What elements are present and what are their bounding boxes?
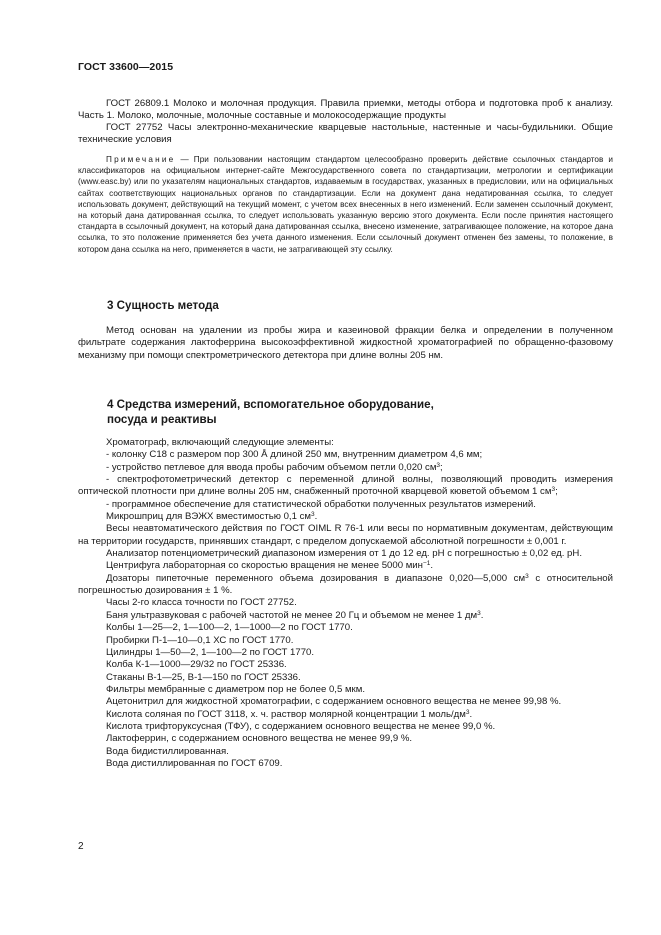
equipment-item <box>78 672 613 684</box>
superscript: 3 <box>477 609 481 617</box>
superscript: 3 <box>436 461 441 469</box>
superscript: 3 <box>525 572 529 580</box>
document-header: ГОСТ 33600—2015 <box>78 61 174 73</box>
superscript: −1 <box>422 560 431 568</box>
section-4-heading-line: посуда и реактивы <box>107 412 217 426</box>
section-4-heading <box>107 398 434 428</box>
equipment-item <box>78 733 613 745</box>
superscript: 3 <box>551 486 556 494</box>
equipment-item <box>78 610 613 622</box>
equipment-item-text: ; <box>555 486 558 498</box>
equipment-item-text: Вода дистиллированная по ГОСТ 6709. <box>106 757 283 769</box>
equipment-item <box>78 647 613 659</box>
superscript: 3 <box>310 511 315 519</box>
equipment-item-text: . <box>480 609 484 621</box>
equipment-item-text: . <box>430 560 434 572</box>
superscript: 3 <box>465 708 470 716</box>
equipment-item <box>78 462 613 474</box>
section-3-body <box>78 325 613 362</box>
equipment-item-text: Цилиндры 1—50—2, 1—100—2 по ГОСТ 1770. <box>106 646 315 658</box>
section-4-heading-line: 4 Средства измерений, вспомогательное оборудование, <box>107 398 434 411</box>
equipment-item-text: Колбы 1—25—2, 1—100—2, 1—1000—2 по ГОСТ 1770. <box>106 622 353 634</box>
equipment-item-text: Вода бидистиллированная. <box>106 745 229 757</box>
normative-references <box>78 98 613 146</box>
equipment-item-text: Дозаторы пипеточные переменного объема дозирования в диапазоне 0,020—5,000 см <box>106 572 526 584</box>
equipment-item-text: Колба К-1—1000—29/32 по ГОСТ 25336. <box>106 659 287 671</box>
equipment-item-text: ; <box>440 461 443 473</box>
equipment-item-text: . <box>469 708 473 720</box>
equipment-item-text: - спектрофотометрический детектор с переменной длиной волны, позволяющий проводить измерения оптической плотности при длине волны 205 нм, снабженный проточной кварцевой кюветой объемом 1 см <box>78 474 613 498</box>
note-block <box>78 154 613 255</box>
equipment-item-text: Часы 2-го класса точности по ГОСТ 27752. <box>106 597 297 609</box>
equipment-item <box>78 523 613 548</box>
reference-item: ГОСТ 26809.1 Молоко и молочная продукция. Правила приемки, методы отбора и подготовка проб к анализу. Часть 1. Молоко, молочные, молочные составные и молокосодержащие продукты <box>78 98 613 122</box>
equipment-item-text: Фильтры мембранные с диаметром пор не более 0,5 мкм. <box>106 683 366 695</box>
equipment-item-text: с относительной погрешностью дозирования ± 1 %. <box>78 572 613 597</box>
equipment-item <box>78 597 613 609</box>
section-3-paragraph: Метод основан на удалении из пробы жира и казеиновой фракции белка и определении в полученном фильтрате содержания лактоферрина высокоэффективной жидкостной хроматографией по обращенно-фазовому механизму при помощи спектрометрического детектора при длине волны 205 нм. <box>78 325 613 361</box>
equipment-item <box>78 499 613 511</box>
equipment-item-text: . <box>314 511 318 523</box>
equipment-item <box>78 449 613 461</box>
equipment-item-text: Центрифуга лабораторная со скоростью вращения не менее 5000 мин <box>106 560 423 572</box>
equipment-item-text: Лактоферрин, с содержанием основного вещества не менее 99,9 %. <box>106 733 413 745</box>
equipment-item-text: - колонку С18 с размером пор 300 Å длиной 250 мм, внутренним диаметром 4,6 мм; <box>106 449 483 461</box>
note-paragraph <box>78 154 613 255</box>
page-number: 2 <box>78 841 84 852</box>
equipment-item <box>78 758 613 770</box>
section-4-body <box>78 437 613 770</box>
equipment-item <box>78 721 613 733</box>
equipment-item <box>78 511 613 523</box>
equipment-item-text: - программное обеспечение для статистической обработки полученных результатов измерений. <box>106 498 536 510</box>
equipment-item-text: Кислота соляная по ГОСТ 3118, х. ч. раствор молярной концентрации 1 моль/дм <box>106 708 466 720</box>
equipment-item-text: Баня ультразвуковая с рабочей частотой не менее 20 Гц и объемом не менее 1 дм <box>106 609 478 621</box>
equipment-item <box>78 548 613 560</box>
equipment-item <box>78 696 613 708</box>
equipment-item-text: Ацетонитрил для жидкостной хроматографии, с содержанием основного вещества не менее 99,98 %. <box>106 696 562 708</box>
reference-item: ГОСТ 27752 Часы электронно-механические кварцевые настольные, настенные и часы-будильники. Общие технические условия <box>78 122 613 146</box>
equipment-item <box>78 474 613 499</box>
equipment-item <box>78 437 613 449</box>
equipment-item <box>78 622 613 634</box>
equipment-item <box>78 635 613 647</box>
equipment-item <box>78 560 613 572</box>
equipment-item <box>78 684 613 696</box>
equipment-item-text: Микрошприц для ВЭЖХ вместимостью 0,1 см <box>106 511 311 523</box>
equipment-item <box>78 573 613 598</box>
equipment-item-text: Стаканы В-1—25, В-1—150 по ГОСТ 25336. <box>106 671 301 683</box>
equipment-item-text: Пробирки П-1—10—0,1 ХС по ГОСТ 1770. <box>106 634 294 646</box>
equipment-item-text: Весы неавтоматического действия по ГОСТ OIML R 76-1 или весы по нормативным документам, действующим на территории государств, принявших стандарт, с пределом допускаемой абсолютной погрешности ± 0,001 г. <box>78 523 613 547</box>
equipment-item-text: Хроматограф, включающий следующие элементы: <box>106 437 334 448</box>
note-text: — При пользовании настоящим стандартом целесообразно проверить действие ссылочных стандартов и классификаторов на официальном интернет-сайте Межгосударственного совета по стандартизации, метрологии и сертификации (www.easc.by) или по указателям национальных стандартов, издаваемым в государствах, указанных в предисловии, или на официальных сайтах соответствующих национальных органов по стандартизации. Если на документ дана недатированная ссылка, то следует использовать документ, действующий на текущий момент, с учетом всех внесенных в него изменений. Если заменен ссылочный документ, на который дана датированная ссылка, то следует использовать указанную версию этого документа. Если после принятия настоящего стандарта в ссылочный документ, на который дана датированная ссылка, внесено изменение, затрагивающее положение, на которое дана ссылка, то это положение применяется без учета данного изменения. Если ссылочный документ отменен без замены, то положение, в котором дана ссылка на него, применяется в части, не затрагивающей эту ссылку. <box>78 155 613 254</box>
equipment-item <box>78 659 613 671</box>
equipment-item <box>78 746 613 758</box>
equipment-item-text: - устройство петлевое для ввода пробы рабочим объемом петли 0,020 см <box>106 461 437 473</box>
section-3-heading: 3 Сущность метода <box>107 299 219 312</box>
note-label: Примечание <box>106 155 176 164</box>
equipment-item-text: Кислота трифторуксусная (ТФУ), с содержанием основного вещества не менее 99,0 %. <box>106 720 496 732</box>
equipment-item <box>78 709 613 721</box>
equipment-item-text: Анализатор потенциометрический диапазоном измерения от 1 до 12 ед. pH с погрешностью ± 0,02 ед. pH. <box>106 548 582 560</box>
